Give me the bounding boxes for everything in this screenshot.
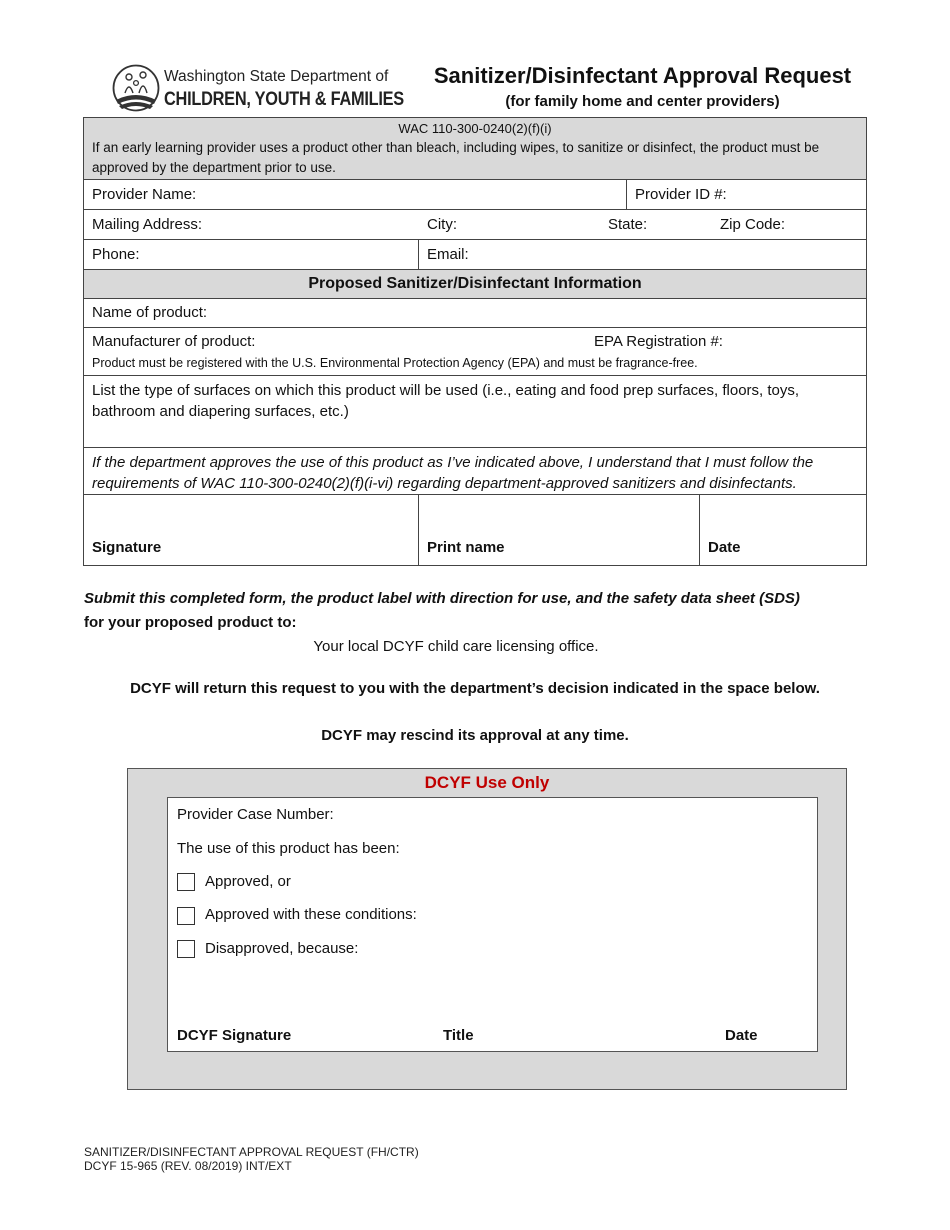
mailing-address-label: Mailing Address:: [92, 216, 203, 233]
epa-registration-label: EPA Registration #:: [594, 333, 723, 350]
date-label: Date: [708, 539, 741, 556]
footer-form-number: DCYF 15-965 (REV. 08/2019) INT/EXT: [84, 1159, 292, 1173]
disapproved-label: Disapproved, because:: [205, 940, 359, 957]
city-label: City:: [427, 216, 457, 233]
dcyf-use-only-panel: [167, 797, 818, 1052]
rescind-notice: DCYF may rescind its approval at any time.: [321, 727, 629, 744]
logo-line2: CHILDREN, YOUTH & FAMILIES: [164, 89, 404, 110]
state-label: State:: [608, 216, 648, 233]
disapproved-checkbox[interactable]: [177, 940, 195, 958]
approved-with-conditions-label: Approved with these conditions:: [205, 906, 417, 923]
use-label: The use of this product has been:: [177, 840, 400, 857]
intro-row: [84, 118, 866, 180]
case-number-label: Provider Case Number:: [177, 806, 334, 823]
dcyf-date-label: Date: [725, 1027, 758, 1044]
email-label: Email:: [427, 246, 469, 263]
page-subtitle: (for family home and center providers): [505, 93, 780, 110]
provider-row: [84, 180, 866, 210]
phone-label: Phone:: [92, 246, 140, 263]
footer-form-title: SANITIZER/DISINFECTANT APPROVAL REQUEST (FH/CTR): [84, 1145, 419, 1159]
divider: [418, 240, 419, 269]
zip-code-label: Zip Code:: [720, 216, 786, 233]
dcyf-signature-label: DCYF Signature: [177, 1027, 292, 1044]
signature-row: [84, 495, 866, 565]
manufacturer-label: Manufacturer of product:: [92, 333, 256, 350]
agreement-text: If the department approves the use of this product as I’ve indicated above, I understand that I must follow the requirements of WAC 110-300-0240(2)(f)(i-vi) regarding department-approved sanitizers and disinfectants.: [92, 454, 814, 492]
logo-line1: Washington State Department of: [164, 68, 389, 85]
licensing-office: Your local DCYF child care licensing office.: [313, 638, 599, 655]
divider: [418, 495, 419, 565]
provider-name-label: Provider Name:: [92, 186, 197, 203]
dcyf-logo: [112, 62, 404, 114]
product-name-row: [84, 299, 866, 328]
request-form: [83, 117, 867, 566]
divider: [699, 495, 700, 565]
intro-text: If an early learning provider uses a product other than bleach, including wipes, to sanitize or disinfect, the product must be approved by the department prior to use.: [92, 140, 820, 175]
dcyf-use-only-box: [127, 768, 847, 1090]
agreement-row: [84, 448, 866, 495]
approved-with-conditions-checkbox[interactable]: [177, 907, 195, 925]
wac-reference: WAC 110-300-0240(2)(f)(i): [398, 121, 552, 136]
family-icon: [112, 62, 160, 114]
surfaces-row: [84, 376, 866, 448]
divider: [626, 180, 627, 209]
approved-checkbox[interactable]: [177, 873, 195, 891]
dcyf-title-label: Title: [443, 1027, 474, 1044]
signature-label: Signature: [92, 539, 162, 556]
approved-label: Approved, or: [205, 873, 291, 890]
epa-note: Product must be registered with the U.S. Environmental Protection Agency (EPA) and must be fragrance-free.: [92, 356, 698, 370]
return-notice: DCYF will return this request to you with the department’s decision indicated in the space below.: [130, 680, 820, 697]
product-name-label: Name of product:: [92, 304, 208, 321]
section-heading: Proposed Sanitizer/Disinfectant Information: [308, 275, 642, 292]
page-title: Sanitizer/Disinfectant Approval Request: [433, 63, 852, 88]
submit-instructions-cont: for your proposed product to:: [84, 614, 297, 631]
address-row: [84, 210, 866, 240]
provider-id-label: Provider ID #:: [635, 186, 727, 203]
submit-instructions: Submit this completed form, the product label with direction for use, and the safety data sheet (SDS): [84, 590, 800, 607]
manufacturer-row: [84, 328, 866, 376]
surfaces-prompt: List the type of surfaces on which this product will be used (i.e., eating and food prep surfaces, floors, toys, bathroom and diapering surfaces, etc.): [92, 382, 800, 420]
section-heading-row: [84, 270, 866, 299]
contact-row: [84, 240, 866, 270]
print-name-label: Print name: [427, 539, 505, 556]
dcyf-use-only-title: DCYF Use Only: [424, 773, 550, 792]
